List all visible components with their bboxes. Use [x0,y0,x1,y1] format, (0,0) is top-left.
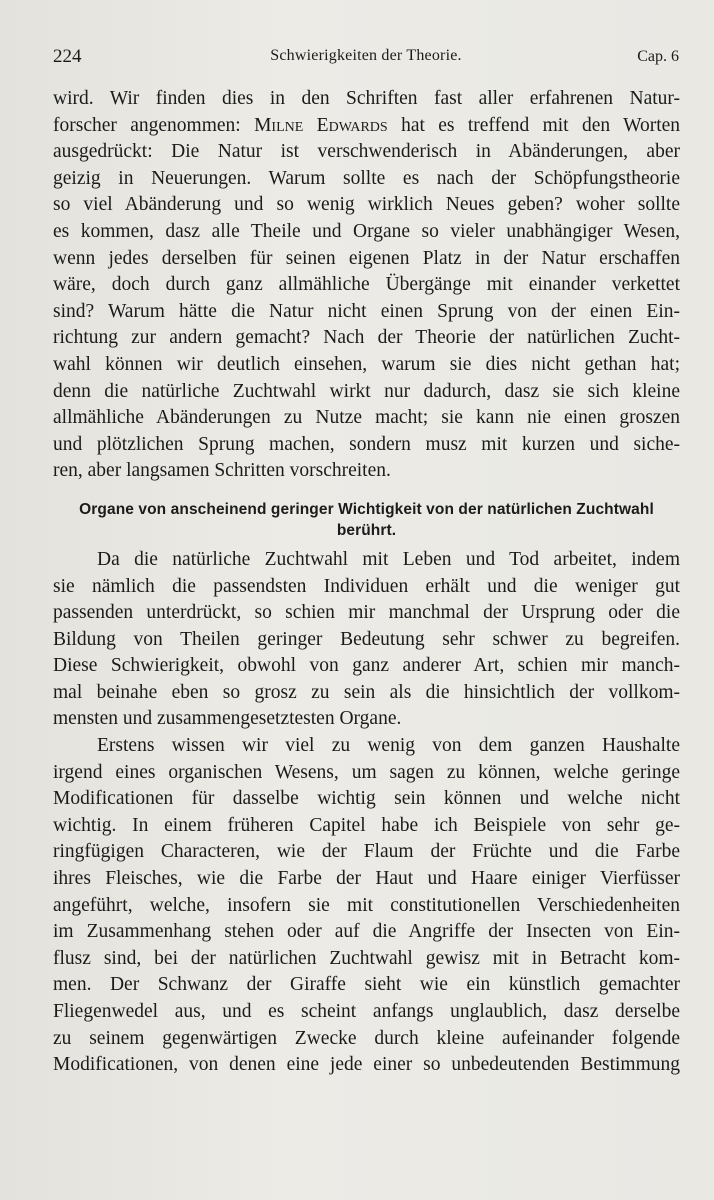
text-line: Diese Schwierigkeit, obwohl von ganz anderer Art, schien mir manch- [53,655,680,677]
text-line: sind? Warum hätte die Natur nicht einen Sprung von der einen Ein- [53,300,680,322]
page-header [53,46,679,72]
text-line: flusz sind, bei der natürlichen Zuchtwahl gewisz mit in Betracht kom- [53,947,680,969]
text-line: ren, aber langsamen Schritten vorschreiten. [53,460,391,482]
text-line: allmähliche Abänderungen zu Nutze macht; sie kann nie einen groszen [53,407,680,429]
text-line: mensten und zusammengesetztesten Organe. [53,708,402,730]
page-number: 224 [53,46,82,67]
text-line: zu seinem gegenwärtigen Zwecke durch kleine aufeinander folgende [53,1027,680,1049]
text-line: wäre, doch durch ganz allmähliche Übergänge mit einander verkettet [53,274,680,296]
text-line: men. Der Schwanz der Giraffe sieht wie ein künstlich gemachter [53,974,680,996]
text-line: Modificationen, von denen eine jede einer so unbedeutenden Bestimmung [53,1054,680,1076]
text-line: ringfügigen Characteren, wie der Flaum der Früchte und die Farbe [53,841,680,863]
author-name: Milne Edwards [254,114,388,136]
text-line: wahl können wir deutlich einsehen, warum sie dies nicht gethan hat; [53,353,680,375]
chapter-label: Cap. 6 [637,48,679,65]
text-line: geizig in Neuerungen. Warum sollte es nach der Schöpfungstheorie [53,167,680,189]
text-line: richtung zur andern gemacht? Nach der Theorie der natürlichen Zucht- [53,327,680,349]
text-line: wird. Wir finden dies in den Schriften fast aller erfahrenen Natur- [53,88,680,109]
text-line: forscher angenommen: Milne Edwards hat es treffend mit den Worten [53,114,681,136]
text-line: im Zusammenhang stehen oder auf die Angriffe der Insecten von Ein- [53,921,680,943]
text-line: ihres Fleisches, wie die Farbe der Haut und Haare einiger Vierfüsser [53,868,680,890]
body-text [53,86,680,1079]
text-line: Erstens wissen wir viel zu wenig von dem ganzen Haushalte [97,735,680,757]
text-line: denn die natürliche Zuchtwahl wirkt nur dadurch, dasz sie sich kleine [53,380,680,402]
text-line: passenden unterdrückt, so schien mir manchmal der Ursprung oder die [53,602,680,624]
running-title: Schwierigkeiten der Theorie. [270,47,462,64]
text-line: Modificationen für dasselbe wichtig sein können und welche nicht [53,788,680,810]
paragraph-2 [53,547,680,733]
text-line: es kommen, dasz alle Theile und Organe so vieler unabhängiger Wesen, [53,220,680,242]
paragraph-1 [53,86,680,485]
paragraph-3 [53,733,680,1079]
text-line: Da die natürliche Zuchtwahl mit Leben und Tod arbeitet, indem [97,548,680,570]
text-line: irgend eines organischen Wesens, um sagen zu können, welche geringe [53,761,680,783]
section-heading-line-2: berührt. [336,521,397,539]
text-line: wenn jedes derselben für seinen eigenen Platz in der Natur erschaffen [53,247,680,269]
text-line: Fliegenwedel aus, und es scheint anfangs unglaublich, dasz derselbe [53,1001,680,1022]
text-line: wichtig. In einem früheren Capitel habe ich Beispiele von sehr ge- [53,814,680,836]
text-line: angeführt, welche, insofern sie mit constitutionellen Verschiedenheiten [53,894,680,916]
text-line: und plötzlichen Sprung machen, sondern musz mit kurzen und siche- [53,433,680,455]
section-heading-line-1: Organe von anscheinend geringer Wichtigkeit von der natürlichen Zuchtwahl [79,500,654,518]
text-line: Bildung von Theilen geringer Bedeutung sehr schwer zu begreifen. [53,628,680,650]
text-line: ausgedrückt: Die Natur ist verschwenderisch in Abänderungen, aber [53,141,680,163]
text-line: sie nämlich die passendsten Individuen erhält und die weniger gut [53,575,680,597]
section-heading [53,499,680,541]
text-line: so viel Abänderung und so wenig wirklich Neues geben? woher sollte [53,194,680,216]
text-line: mal beinahe eben so grosz zu sein als die hinsichtlich der vollkom- [53,681,680,703]
